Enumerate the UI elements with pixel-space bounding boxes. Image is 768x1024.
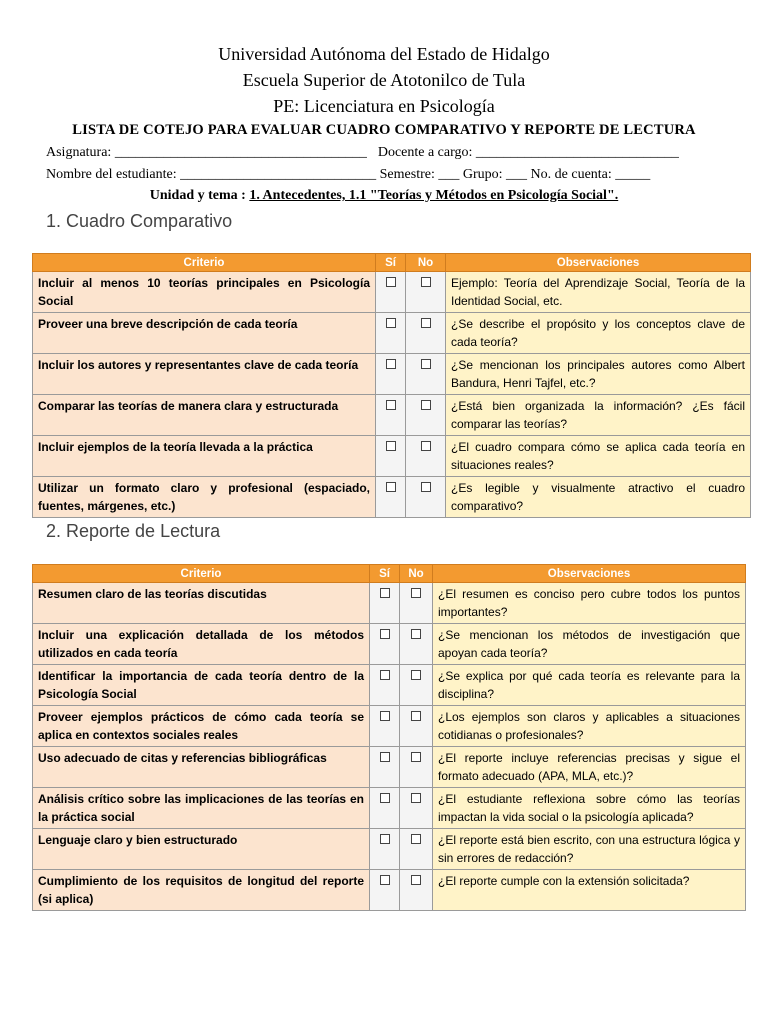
criterio-cell: Utilizar un formato claro y profesional (espaciado, fuentes, márgenes, etc.): [33, 477, 376, 518]
field-row-asignatura: [46, 145, 679, 161]
criterio-cell: Proveer una breve descripción de cada teoría: [33, 313, 376, 354]
column-header-observaciones: Observaciones: [446, 254, 751, 272]
table-row: [33, 870, 746, 911]
table-row: [33, 706, 746, 747]
criterio-cell: Incluir ejemplos de la teoría llevada a la práctica: [33, 436, 376, 477]
si-checkbox[interactable]: [376, 354, 406, 395]
observaciones-cell: ¿Se explica por qué cada teoría es relevante para la disciplina?: [433, 665, 746, 706]
criterio-cell: Incluir al menos 10 teorías principales en Psicología Social: [33, 272, 376, 313]
table-row: [33, 788, 746, 829]
no-checkbox[interactable]: [406, 477, 446, 518]
table-header-row: [33, 254, 751, 272]
no-checkbox[interactable]: [406, 313, 446, 354]
no-checkbox[interactable]: [400, 583, 433, 624]
observaciones-cell: ¿Se mencionan los principales autores como Albert Bandura, Henri Tajfel, etc.?: [446, 354, 751, 395]
si-checkbox[interactable]: [370, 829, 400, 870]
table-row: [33, 272, 751, 313]
si-checkbox[interactable]: [376, 313, 406, 354]
no-checkbox[interactable]: [400, 788, 433, 829]
observaciones-cell: ¿El reporte cumple con la extensión solicitada?: [433, 870, 746, 911]
table-row: [33, 436, 751, 477]
no-checkbox[interactable]: [406, 395, 446, 436]
no-checkbox[interactable]: [406, 354, 446, 395]
si-checkbox[interactable]: [370, 788, 400, 829]
column-header-criterio: Criterio: [33, 254, 376, 272]
no-checkbox[interactable]: [400, 706, 433, 747]
si-checkbox[interactable]: [370, 747, 400, 788]
observaciones-cell: ¿El reporte está bien escrito, con una estructura lógica y sin errores de redacción?: [433, 829, 746, 870]
criterio-cell: Resumen claro de las teorías discutidas: [33, 583, 370, 624]
table-row: [33, 395, 751, 436]
si-checkbox[interactable]: [376, 272, 406, 313]
column-header-no: No: [406, 254, 446, 272]
no-checkbox[interactable]: [400, 829, 433, 870]
unidad-value: 1. Antecedentes, 1.1 "Teorías y Métodos en Psicología Social".: [249, 188, 619, 203]
si-checkbox[interactable]: [370, 870, 400, 911]
observaciones-cell: ¿El cuadro compara cómo se aplica cada teoría en situaciones reales?: [446, 436, 751, 477]
checklist-table-reporte: [32, 564, 746, 911]
si-checkbox[interactable]: [376, 395, 406, 436]
nombre-field: Nombre del estudiante: ____________________________: [46, 167, 377, 182]
school-name: Escuela Superior de Atotonilco de Tula: [242, 70, 526, 90]
observaciones-cell: ¿Se describe el propósito y los conceptos clave de cada teoría?: [446, 313, 751, 354]
si-checkbox[interactable]: [370, 665, 400, 706]
no-checkbox[interactable]: [400, 624, 433, 665]
column-header-si: Sí: [370, 565, 400, 583]
cuenta-field: No. de cuenta: _____: [530, 167, 651, 182]
observaciones-cell: Ejemplo: Teoría del Aprendizaje Social, Teoría de la Identidad Social, etc.: [446, 272, 751, 313]
no-checkbox[interactable]: [400, 665, 433, 706]
observaciones-cell: ¿Está bien organizada la información? ¿Es fácil comparar las teorías?: [446, 395, 751, 436]
semestre-field: Semestre: ___: [379, 167, 460, 182]
section-title-reporte: 2. Reporte de Lectura: [46, 521, 221, 541]
unidad-tema-row: [0, 188, 768, 204]
observaciones-cell: ¿Se mencionan los métodos de investigación que apoyan cada teoría?: [433, 624, 746, 665]
criterio-cell: Incluir una explicación detallada de los métodos utilizados en cada teoría: [33, 624, 370, 665]
docente-field: Docente a cargo: _____________________________: [377, 145, 679, 160]
section-title-cuadro: 1. Cuadro Comparativo: [46, 211, 233, 231]
unidad-label: Unidad y tema :: [149, 188, 246, 203]
table-row: [33, 313, 751, 354]
no-checkbox[interactable]: [406, 272, 446, 313]
si-checkbox[interactable]: [370, 583, 400, 624]
criterio-cell: Uso adecuado de citas y referencias bibliográficas: [33, 747, 370, 788]
university-name: Universidad Autónoma del Estado de Hidalgo: [218, 44, 550, 64]
column-header-no: No: [400, 565, 433, 583]
column-header-observaciones: Observaciones: [433, 565, 746, 583]
table-row: [33, 829, 746, 870]
si-checkbox[interactable]: [370, 706, 400, 747]
asignatura-field: Asignatura: ____________________________________: [46, 145, 367, 160]
table-row: [33, 624, 746, 665]
criterio-cell: Incluir los autores y representantes clave de cada teoría: [33, 354, 376, 395]
observaciones-cell: ¿El estudiante reflexiona sobre cómo las teorías impactan la vida social o la psicología aplicada?: [433, 788, 746, 829]
table-row: [33, 477, 751, 518]
observaciones-cell: ¿El reporte incluye referencias precisas y sigue el formato adecuado (APA, MLA, etc.)?: [433, 747, 746, 788]
observaciones-cell: ¿Los ejemplos son claros y aplicables a situaciones cotidianas o profesionales?: [433, 706, 746, 747]
table-row: [33, 665, 746, 706]
grupo-field: Grupo: ___: [462, 167, 528, 182]
program-name: PE: Licenciatura en Psicología: [273, 96, 495, 116]
table-row: [33, 354, 751, 395]
criterio-cell: Cumplimiento de los requisitos de longitud del reporte (si aplica): [33, 870, 370, 911]
checklist-table-cuadro: [32, 253, 751, 518]
observaciones-cell: ¿Es legible y visualmente atractivo el cuadro comparativo?: [446, 477, 751, 518]
no-checkbox[interactable]: [400, 747, 433, 788]
table-header-row: [33, 565, 746, 583]
si-checkbox[interactable]: [376, 477, 406, 518]
document-title: LISTA DE COTEJO PARA EVALUAR CUADRO COMPARATIVO Y REPORTE DE LECTURA: [72, 122, 696, 138]
field-row-nombre: [46, 167, 650, 183]
criterio-cell: Lenguaje claro y bien estructurado: [33, 829, 370, 870]
criterio-cell: Proveer ejemplos prácticos de cómo cada teoría se aplica en contextos sociales reales: [33, 706, 370, 747]
criterio-cell: Análisis crítico sobre las implicaciones de las teorías en la práctica social: [33, 788, 370, 829]
si-checkbox[interactable]: [370, 624, 400, 665]
column-header-si: Sí: [376, 254, 406, 272]
no-checkbox[interactable]: [406, 436, 446, 477]
criterio-cell: Identificar la importancia de cada teoría dentro de la Psicología Social: [33, 665, 370, 706]
si-checkbox[interactable]: [376, 436, 406, 477]
table-row: [33, 583, 746, 624]
observaciones-cell: ¿El resumen es conciso pero cubre todos los puntos importantes?: [433, 583, 746, 624]
no-checkbox[interactable]: [400, 870, 433, 911]
table-row: [33, 747, 746, 788]
column-header-criterio: Criterio: [33, 565, 370, 583]
criterio-cell: Comparar las teorías de manera clara y estructurada: [33, 395, 376, 436]
